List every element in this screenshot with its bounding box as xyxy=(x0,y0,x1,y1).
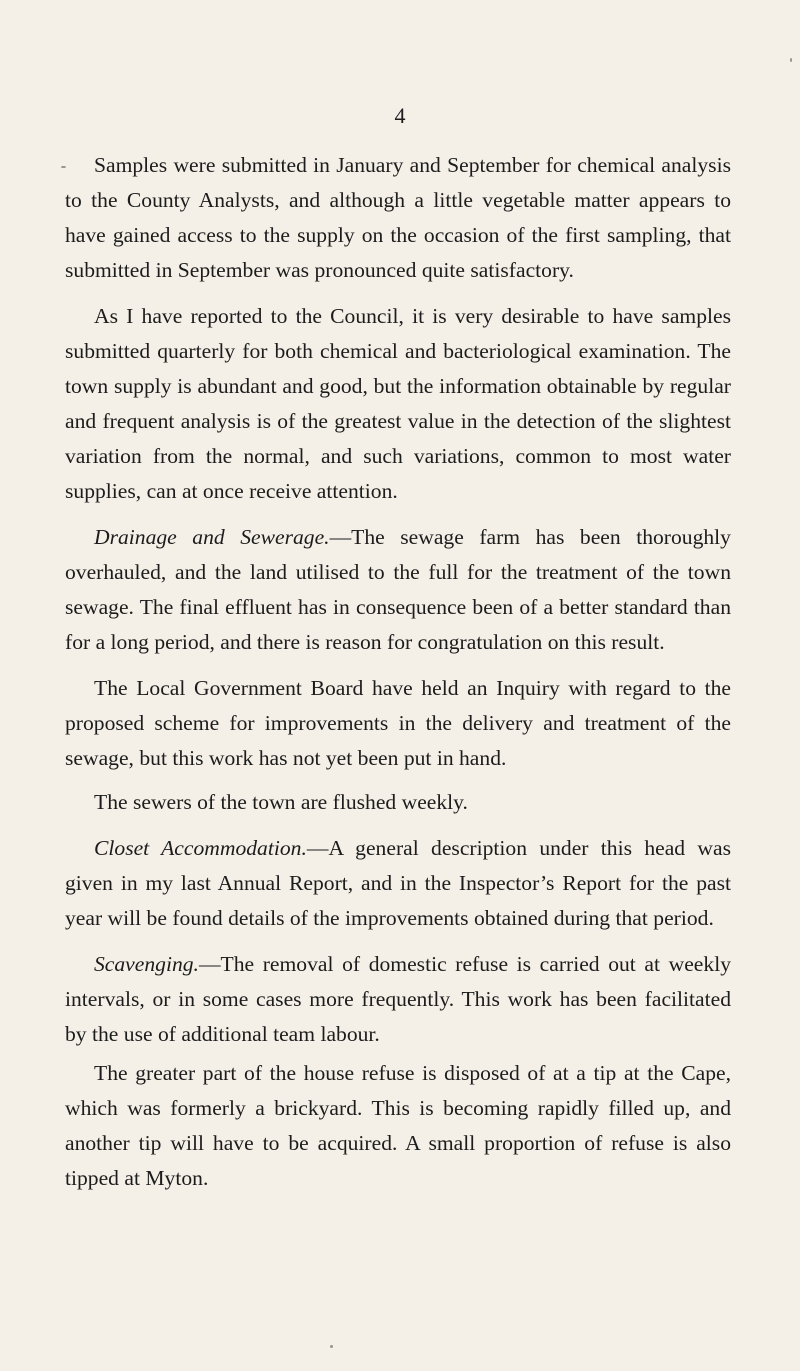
paragraph-text: The Local Government Board have held an Inquiry with regard to the proposed scheme for improvements in the delivery and treatment of the sewage, but this work has not yet been put in hand. xyxy=(65,676,731,770)
paper-speck xyxy=(330,1345,333,1348)
paragraph-house-refuse xyxy=(65,1056,731,1196)
paragraph-text: The sewers of the town are flushed weekly. xyxy=(94,790,468,814)
paragraph-sewers-flushed xyxy=(65,785,731,820)
paragraph-scavenging xyxy=(65,947,731,1052)
section-heading-scavenging: Scavenging. xyxy=(94,952,199,976)
paragraph-text: The greater part of the house refuse is disposed of at a tip at the Cape, which was formerly a brickyard. This is becoming rapidly filled up, and another tip will have to be acquired. A small proportion of refuse is also tipped at Myton. xyxy=(65,1061,731,1190)
page-number: 4 xyxy=(394,103,406,128)
body-text xyxy=(65,148,731,1196)
paragraph-drainage-sewerage xyxy=(65,520,731,660)
paragraph-text: —A general description under this head was given in my last Annual Report, and in the Inspector’s Report for the past year will be found details of the improvements obtained during that period. xyxy=(65,836,731,930)
paper-speck xyxy=(61,166,66,168)
paragraph-quarterly-samples xyxy=(65,299,731,509)
paragraph-closet-accommodation xyxy=(65,831,731,936)
paragraph-text: As I have reported to the Council, it is very desirable to have samples submitted quarterly for both chemical and bacteriological examination. The town supply is abundant and good, but the information obtainable by regular and frequent analysis is of the greatest value in the detection of the slightest variation from the normal, and such variations, common to most water supplies, can at once receive attention. xyxy=(65,304,731,503)
paper-speck xyxy=(790,58,792,62)
paragraph-text: —The removal of domestic refuse is carried out at weekly intervals, or in some cases more frequently. This work has been facilitated by the use of additional team labour. xyxy=(65,952,731,1046)
paragraph-text: —The sewage farm has been thoroughly overhauled, and the land utilised to the full for the treatment of the town sewage. The final effluent has in consequence been of a better standard than for a long period, and there is reason for congratulation on this result. xyxy=(65,525,731,654)
paragraph-water-samples xyxy=(65,148,731,288)
paragraph-local-government-board xyxy=(65,671,731,776)
section-heading-drainage-sewerage: Drainage and Sewerage. xyxy=(94,525,330,549)
section-heading-closet-accommodation: Closet Accommodation. xyxy=(94,836,307,860)
paragraph-text: Samples were submitted in January and September for chemical analysis to the County Analysts, and although a little vegetable matter appears to have gained access to the supply on the occasion of the first sampling, that submitted in September was pronounced quite satisfactory. xyxy=(65,153,731,282)
